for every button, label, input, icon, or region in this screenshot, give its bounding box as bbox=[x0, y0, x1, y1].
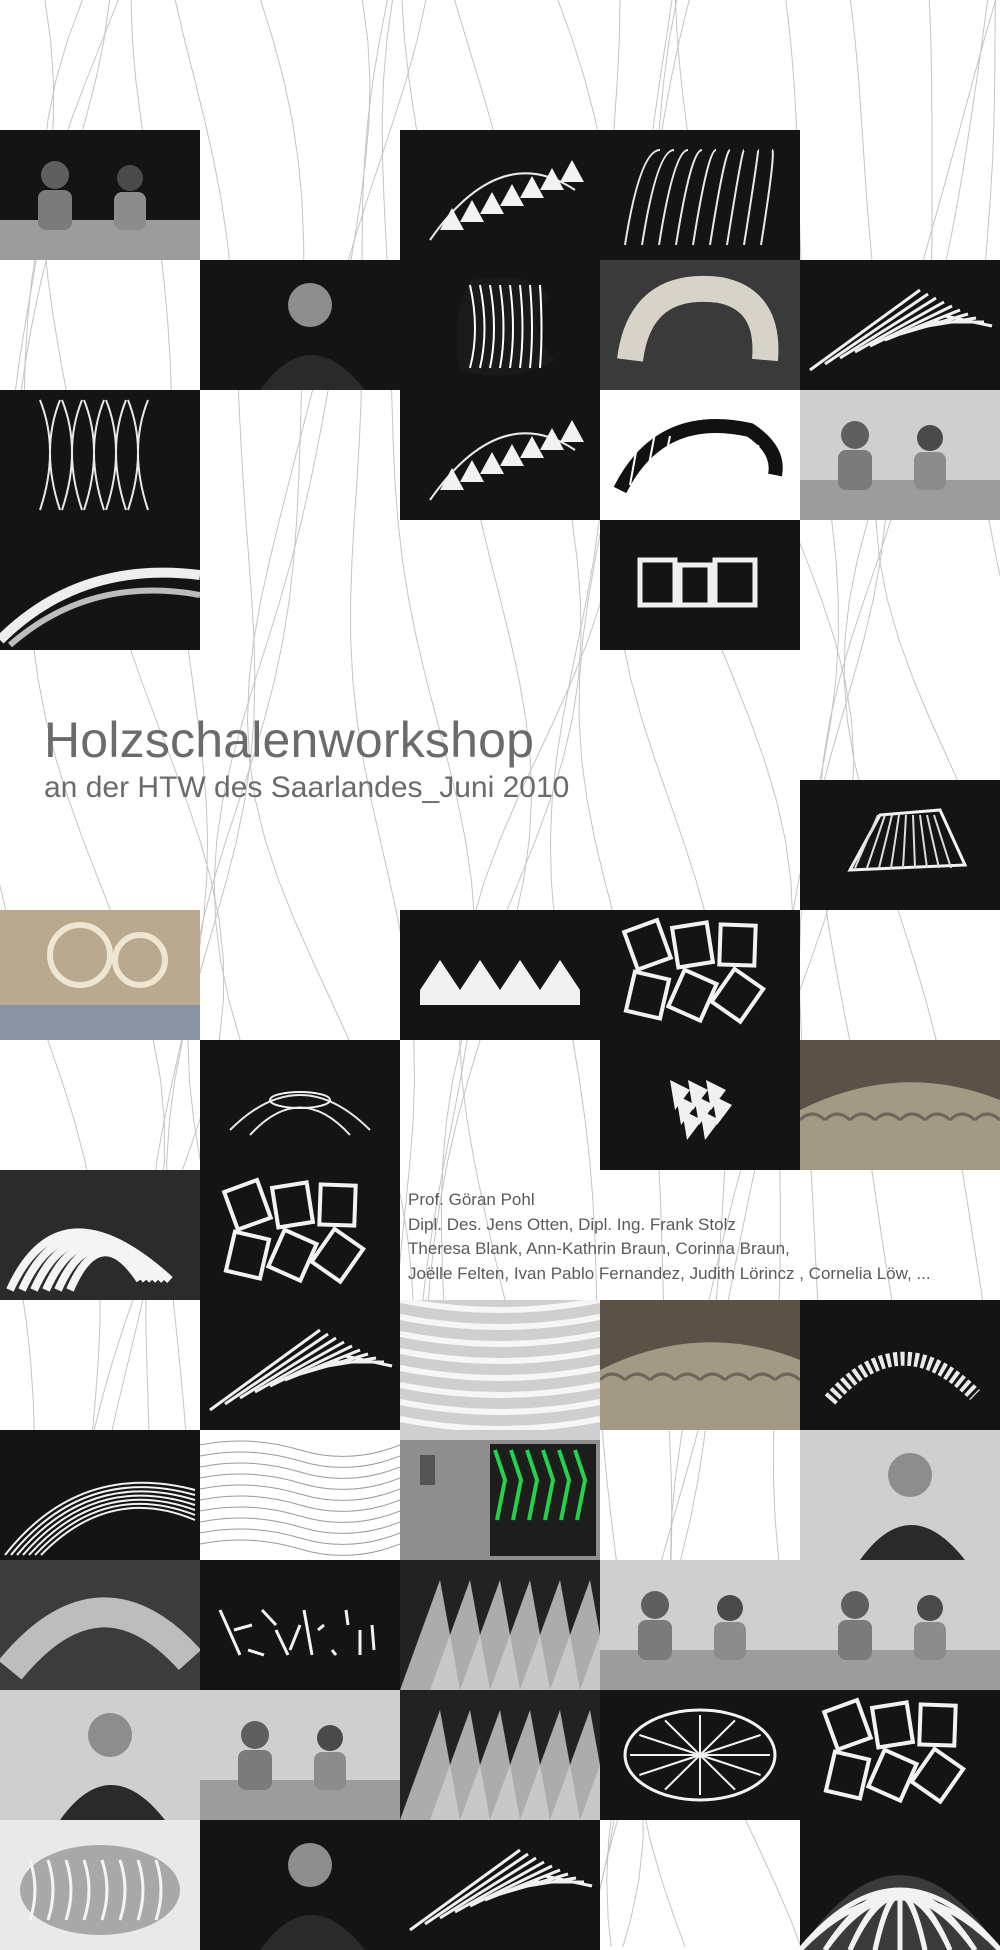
photo-student-assembling bbox=[800, 1430, 1000, 1560]
photo-strip-arch-model bbox=[800, 260, 1000, 390]
photo-wavy-line-drawing bbox=[200, 1430, 400, 1560]
photo-dense-strip-weave-image bbox=[400, 1300, 600, 1430]
photo-woven-dome-white-bg-image bbox=[600, 390, 800, 520]
photo-triangle-lattice-shell-image bbox=[400, 130, 600, 260]
screenshot-cad-software bbox=[400, 1430, 600, 1560]
photo-fin-closeup-image bbox=[400, 1560, 600, 1690]
photo-folded-cell-module bbox=[600, 520, 800, 650]
photo-hands-shaping-shell-image bbox=[600, 1300, 800, 1430]
photo-stick-truss-model bbox=[200, 1560, 400, 1690]
photo-ribbed-paper-shell bbox=[600, 130, 800, 260]
photo-hands-on-wood-shell bbox=[800, 1040, 1000, 1170]
photo-students-working-table-image bbox=[0, 130, 200, 260]
photo-folded-plate-roof bbox=[400, 910, 600, 1040]
photo-stepped-arch-model-image bbox=[800, 1300, 1000, 1430]
photo-spider-shell-model bbox=[200, 1040, 400, 1170]
photo-cellular-shell-model bbox=[0, 1560, 200, 1690]
credit-line-participants: Theresa Blank, Ann-Kathrin Braun, Corinna Braun, bbox=[408, 1239, 790, 1258]
photo-folded-plate-roof-image bbox=[400, 910, 600, 1040]
photo-thin-rib-arches-image bbox=[0, 1430, 200, 1560]
photo-instructor-smiling-image bbox=[200, 260, 400, 390]
photo-students-at-desk-image bbox=[800, 390, 1000, 520]
photo-students-at-desk bbox=[800, 390, 1000, 520]
credit-line-instructors: Dipl. Des. Jens Otten, Dipl. Ing. Frank Stolz bbox=[408, 1214, 736, 1234]
photo-faceted-pavilion-model-image bbox=[800, 780, 1000, 910]
photo-stick-truss-model-image bbox=[200, 1560, 400, 1690]
photo-woven-cocoon-model bbox=[0, 1820, 200, 1950]
photo-stepped-arch-model bbox=[800, 1300, 1000, 1430]
photo-dense-strip-weave bbox=[400, 1300, 600, 1430]
photo-students-workroom-image bbox=[600, 1560, 800, 1690]
photo-loop-cluster-model-image bbox=[200, 1170, 400, 1300]
credits-block bbox=[408, 1188, 931, 1286]
photo-crumpled-strip-knot-image bbox=[600, 1040, 800, 1170]
photo-curved-strip-arc bbox=[0, 520, 200, 650]
photo-dome-models-table bbox=[0, 910, 200, 1040]
photo-group-around-laptop bbox=[200, 1690, 400, 1820]
photo-ribbed-vault-interior-image bbox=[0, 1170, 200, 1300]
credit-line-participants-cont: Joëlle Felten, Ivan Pablo Fernandez, Judith Lörincz , Cornelia Löw, ... bbox=[408, 1263, 931, 1283]
photo-woven-cocoon-model-image bbox=[0, 1820, 200, 1950]
photo-fold-pattern-closeup-image bbox=[400, 1690, 600, 1820]
photo-crumpled-strip-knot bbox=[600, 1040, 800, 1170]
screenshot-cad-software-image bbox=[400, 1430, 600, 1560]
photo-strip-arch-model-image bbox=[800, 260, 1000, 390]
photo-triangle-arch-closeup-image bbox=[400, 390, 600, 520]
photo-cellular-shell-model-image bbox=[0, 1560, 200, 1690]
photo-loop-cluster-model bbox=[200, 1170, 400, 1300]
photo-wavy-line-drawing-image bbox=[200, 1430, 400, 1560]
photo-fold-pattern-closeup bbox=[400, 1690, 600, 1820]
photo-woven-dome-closeup-image bbox=[800, 1820, 1000, 1950]
photo-curled-shell-model-image bbox=[600, 260, 800, 390]
photo-students-workroom bbox=[600, 1560, 800, 1690]
photo-crossing-strips bbox=[200, 1300, 400, 1430]
photo-student-with-laptop bbox=[200, 1820, 400, 1950]
photo-woven-dome-closeup bbox=[800, 1820, 1000, 1950]
photo-splayed-strip-model-image bbox=[400, 1820, 600, 1950]
photo-ribbed-paper-shell-image bbox=[600, 130, 800, 260]
photo-triangle-lattice-shell bbox=[400, 130, 600, 260]
photo-students-working-table bbox=[0, 130, 200, 260]
page-subtitle: an der HTW des Saarlandes_Juni 2010 bbox=[44, 771, 570, 804]
photo-dome-models-table-image bbox=[0, 910, 200, 1040]
photo-triangle-arch-closeup bbox=[400, 390, 600, 520]
photo-woven-vase-form bbox=[400, 260, 600, 390]
photo-workshop-room bbox=[800, 1560, 1000, 1690]
photo-thin-rib-arches bbox=[0, 1430, 200, 1560]
photo-workshop-room-image bbox=[800, 1560, 1000, 1690]
photo-woven-dome-white-bg bbox=[600, 390, 800, 520]
photo-stacked-loop-tower bbox=[800, 1690, 1000, 1820]
photo-star-lattice-disc bbox=[600, 1690, 800, 1820]
photo-folded-cell-module-image bbox=[600, 520, 800, 650]
photo-rectangular-loop-tower-image bbox=[600, 910, 800, 1040]
photo-crossing-strips-image bbox=[200, 1300, 400, 1430]
photo-curled-shell-model bbox=[600, 260, 800, 390]
photo-instructor-smiling bbox=[200, 260, 400, 390]
photo-rectangular-loop-tower bbox=[600, 910, 800, 1040]
photo-student-portrait bbox=[0, 1690, 200, 1820]
credit-line-professor: Prof. Göran Pohl bbox=[408, 1190, 535, 1209]
photo-spider-shell-model-image bbox=[200, 1040, 400, 1170]
photo-diamond-strip-net bbox=[0, 390, 200, 520]
photo-stacked-loop-tower-image bbox=[800, 1690, 1000, 1820]
title-block bbox=[44, 712, 569, 808]
photo-hands-shaping-shell bbox=[600, 1300, 800, 1430]
photo-star-lattice-disc-image bbox=[600, 1690, 800, 1820]
photo-student-assembling-image bbox=[800, 1430, 1000, 1560]
photo-ribbed-vault-interior bbox=[0, 1170, 200, 1300]
photo-faceted-pavilion-model bbox=[800, 780, 1000, 910]
photo-hands-on-wood-shell-image bbox=[800, 1040, 1000, 1170]
photo-student-portrait-image bbox=[0, 1690, 200, 1820]
photo-student-with-laptop-image bbox=[200, 1820, 400, 1950]
photo-woven-vase-form-image bbox=[400, 260, 600, 390]
photo-curved-strip-arc-image bbox=[0, 520, 200, 650]
page-title: Holzschalenworkshop bbox=[44, 712, 535, 768]
photo-diamond-strip-net-image bbox=[0, 390, 200, 520]
photo-fin-closeup bbox=[400, 1560, 600, 1690]
photo-splayed-strip-model bbox=[400, 1820, 600, 1950]
photo-group-around-laptop-image bbox=[200, 1690, 400, 1820]
